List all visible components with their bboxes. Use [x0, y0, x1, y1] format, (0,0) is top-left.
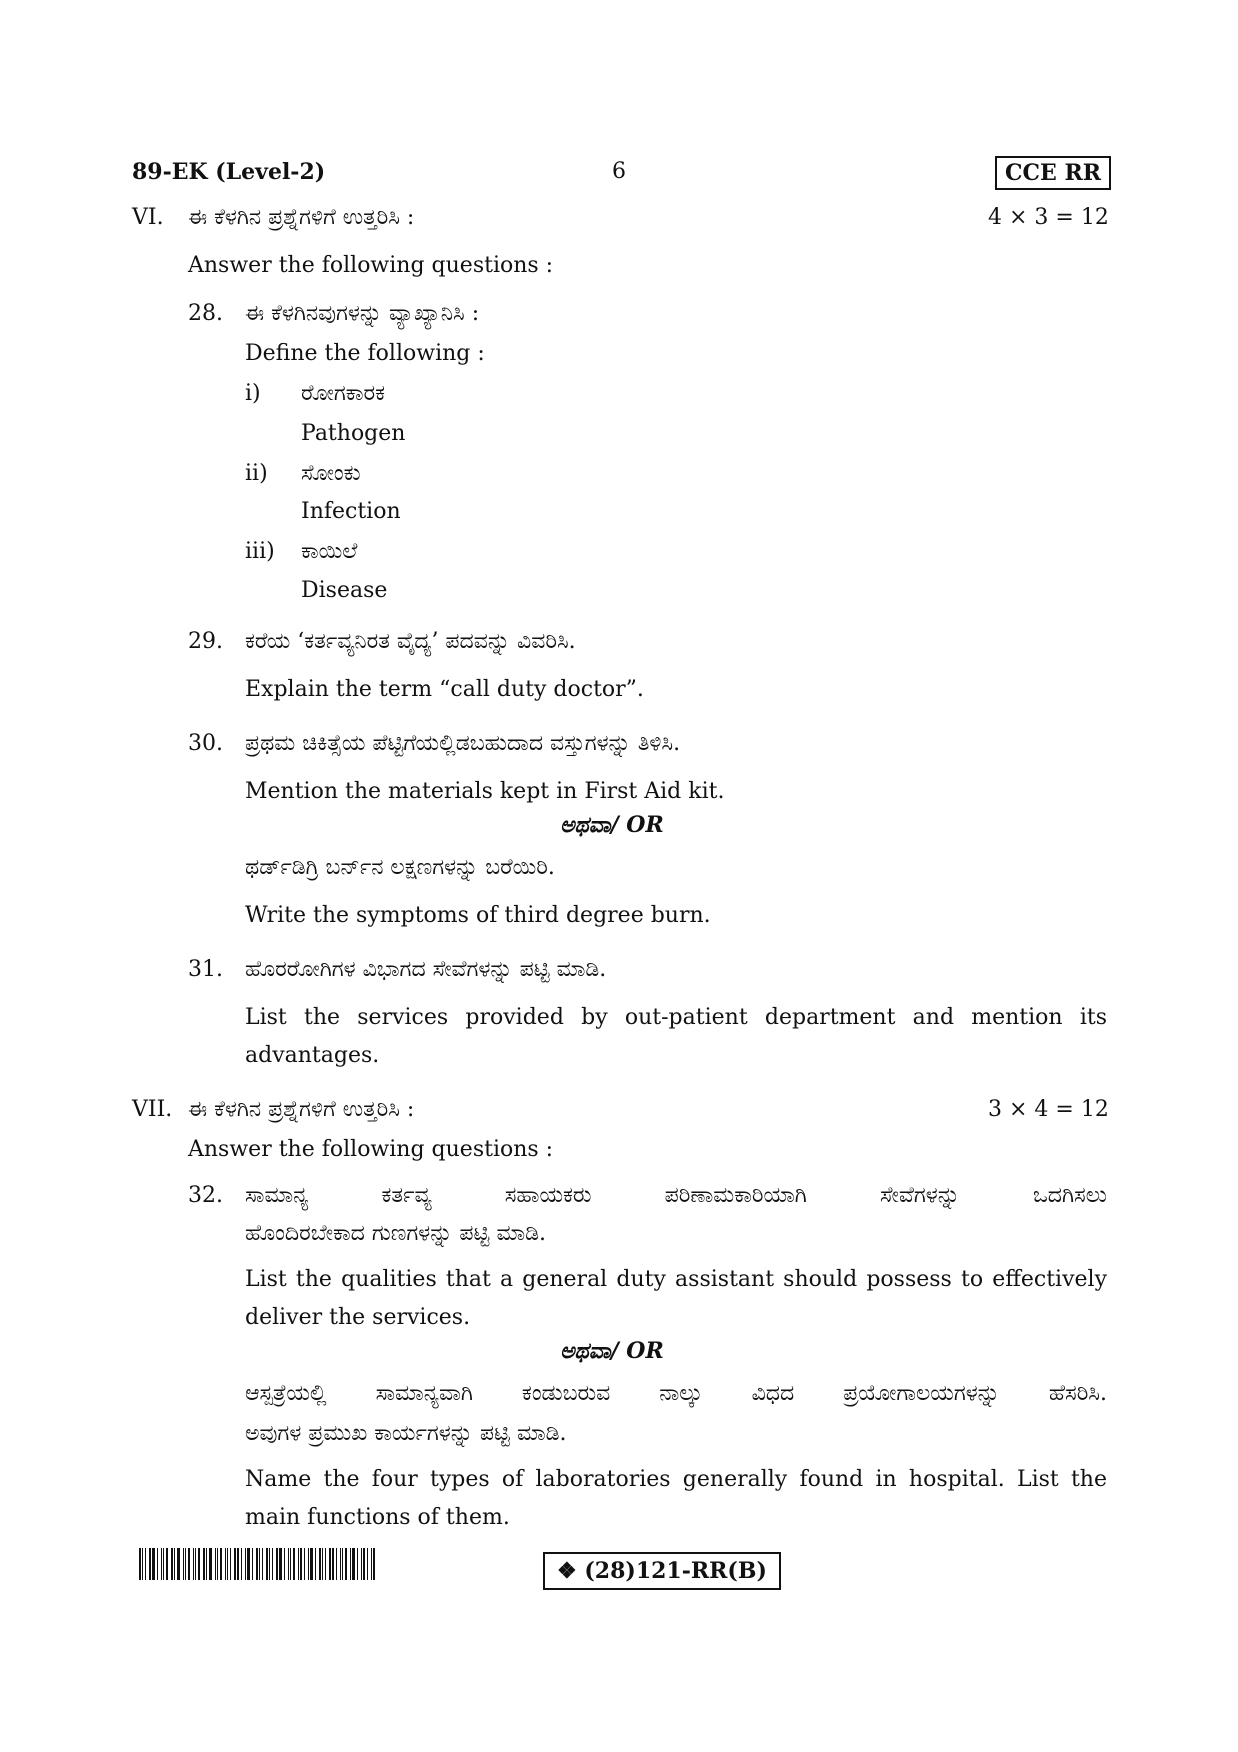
alt-question-en: Name the four types of laboratories generally found in hospital. List the: [245, 1467, 1107, 1492]
barcode-bar: [279, 1548, 282, 1580]
barcode-bar: [298, 1548, 299, 1580]
barcode-bar: [166, 1548, 168, 1580]
or-separator: ಅಥವಾ/ OR: [560, 812, 664, 838]
barcode-bar: [157, 1548, 158, 1580]
barcode-bar: [352, 1548, 355, 1580]
barcode-bar: [193, 1548, 194, 1580]
barcode-bar: [284, 1548, 285, 1580]
barcode-bar: [361, 1548, 362, 1580]
section-instruction: Answer the following questions :: [188, 253, 554, 278]
barcode-bar: [215, 1548, 216, 1580]
barcode-bar: [234, 1548, 236, 1580]
barcode-bar: [171, 1548, 173, 1580]
alt-question-kn: ಆಸ್ಪತ್ರೆಯಲ್ಲಿ ಸಾಮಾನ್ಯವಾಗಿ ಕಂಡುಬರುವ ನಾಲ್ಕು ವಿಧದ ಪ್ರಯೋಗಾಲಯಗಳನ್ನು ಹೆಸರಿಸಿ.: [245, 1381, 1107, 1406]
question-text-kn: ಸಾಮಾನ್ಯ ಕರ್ತವ್ಯ ಸಹಾಯಕರು ಪರಿಣಾಮಕಾರಿಯಾಗಿ ಸೇವೆಗಳನ್ನು ಒದಗಿಸಲು: [245, 1183, 1107, 1208]
barcode-bar: [183, 1548, 184, 1580]
barcode-bar: [209, 1548, 212, 1580]
barcode-bar: [139, 1548, 141, 1580]
section-title-kn: ಈ ಕೆಳಗಿನ ಪ್ರಶ್ನೆಗಳಿಗೆ ಉತ್ತರಿಸಿ :: [188, 1097, 415, 1122]
or-separator: ಅಥವಾ/ OR: [560, 1338, 664, 1364]
section-marks: 3 × 4 = 12: [988, 1097, 1109, 1122]
barcode-bar: [276, 1548, 278, 1580]
barcode-bar: [174, 1548, 175, 1580]
barcode-bar: [145, 1548, 146, 1580]
barcode-bar: [319, 1548, 321, 1580]
barcode-bar: [266, 1548, 268, 1580]
question-text-en: Define the following :: [245, 341, 485, 366]
barcode-bar: [245, 1548, 246, 1580]
barcode-bar: [325, 1548, 326, 1580]
section-title-kn: ಈ ಕೆಳಗಿನ ಪ್ರಶ್ನೆಗಳಿಗೆ ಉತ್ತರಿಸಿ :: [188, 205, 415, 230]
barcode-bar: [315, 1548, 316, 1580]
barcode-bar: [329, 1548, 331, 1580]
scheme-badge: CCE RR: [995, 156, 1111, 190]
alt-question-kn: ಥರ್ಡ್‌ಡಿಗ್ರಿ ಬರ್ನ್‌ನ ಲಕ್ಷಣಗಳನ್ನು ಬರೆಯಿರಿ.: [245, 855, 555, 880]
alt-question-kn-cont: ಅವುಗಳ ಪ್ರಮುಖ ಕಾರ್ಯಗಳನ್ನು ಪಟ್ಟಿ ಮಾಡಿ.: [245, 1421, 567, 1446]
paper-code: 89-EK (Level-2): [132, 159, 326, 185]
question-number: 28.: [188, 301, 223, 326]
barcode-bar: [269, 1548, 270, 1580]
question-text-kn: ಈ ಕೆಳಗಿನವುಗಳನ್ನು ವ್ಯಾಖ್ಯಾನಿಸಿ :: [245, 301, 480, 326]
barcode-bar: [332, 1548, 334, 1580]
question-text-en-cont: advantages.: [245, 1043, 380, 1068]
barcode-bar: [342, 1548, 343, 1580]
question-text-en: Explain the term “call duty doctor”.: [245, 677, 644, 702]
question-number: 32.: [188, 1183, 223, 1208]
question-text-kn: ಹೊರರೋಗಿಗಳ ವಿಭಾಗದ ಸೇವೆಗಳನ್ನು ಪಟ್ಟಿ ಮಾಡಿ.: [245, 957, 607, 982]
page-number: 6: [612, 159, 626, 184]
barcode-bar: [237, 1548, 239, 1580]
item-label: ii): [245, 461, 268, 486]
item-text-kn: ಸೋಂಕು: [301, 461, 361, 486]
barcode-bar: [310, 1548, 313, 1580]
barcode-bar: [262, 1548, 263, 1580]
section-marks: 4 × 3 = 12: [988, 205, 1109, 230]
barcode-bar: [256, 1548, 258, 1580]
item-text-kn: ಕಾಯಿಲೆ: [301, 539, 358, 564]
alt-question-en-cont: main functions of them.: [245, 1505, 510, 1530]
barcode-bar: [367, 1548, 368, 1580]
alt-question-en: Write the symptoms of third degree burn.: [245, 903, 711, 928]
section-roman: VI.: [132, 205, 164, 230]
barcode-bar: [152, 1548, 155, 1580]
barcode-bar: [241, 1548, 242, 1580]
barcode-bar: [247, 1548, 250, 1580]
section-instruction: Answer the following questions :: [188, 1137, 554, 1162]
barcode-bar: [259, 1548, 260, 1580]
barcode-bar: [225, 1548, 226, 1580]
barcode-bar: [227, 1548, 228, 1580]
question-text-en-cont: deliver the services.: [245, 1305, 471, 1330]
barcode-bar: [322, 1548, 323, 1580]
item-text-kn: ರೋಗಕಾರಕ: [301, 381, 385, 406]
barcode-bar: [363, 1548, 365, 1580]
question-text-kn-cont: ಹೊಂದಿರಬೇಕಾದ ಗುಣಗಳನ್ನು ಪಟ್ಟಿ ಮಾಡಿ.: [245, 1221, 546, 1246]
barcode-bar: [304, 1548, 305, 1580]
question-number: 30.: [188, 731, 223, 756]
barcode-bar: [371, 1548, 372, 1580]
barcode-bar: [195, 1548, 196, 1580]
item-label: iii): [245, 539, 275, 564]
barcode-bar: [340, 1548, 341, 1580]
barcode-image: [139, 1548, 377, 1580]
barcode-bar: [288, 1548, 289, 1580]
barcode-bar: [345, 1548, 347, 1580]
item-text-en: Disease: [301, 578, 388, 603]
section-roman: VII.: [132, 1097, 173, 1122]
barcode-bar: [300, 1548, 302, 1580]
barcode-bar: [142, 1548, 143, 1580]
barcode-bar: [161, 1548, 162, 1580]
question-text-kn: ಕರೆಯ ‘ಕರ್ತವ್ಯನಿರತ ವೈದ್ಯ’ ಪದವನ್ನು ವಿವರಿಸಿ.: [245, 629, 576, 654]
barcode-bar: [188, 1548, 190, 1580]
question-text-en: Mention the materials kept in First Aid kit.: [245, 779, 725, 804]
footer-code: ❖ (28)121-RR(B): [543, 1552, 781, 1590]
question-text-kn: ಪ್ರಥಮ ಚಿಕಿತ್ಸೆಯ ಪೆಟ್ಟಿಗೆಯಲ್ಲಿಡಬಹುದಾದ ವಸ್ತುಗಳನ್ನು ತಿಳಿಸಿ.: [245, 731, 681, 756]
barcode-bar: [336, 1548, 337, 1580]
question-number: 29.: [188, 629, 223, 654]
question-text-en: List the qualities that a general duty assistant should possess to effectively: [245, 1267, 1107, 1292]
barcode-bar: [163, 1548, 164, 1580]
barcode-bar: [252, 1548, 253, 1580]
item-text-en: Pathogen: [301, 421, 406, 446]
barcode-bar: [203, 1548, 205, 1580]
barcode-bar: [217, 1548, 218, 1580]
item-text-en: Infection: [301, 499, 401, 524]
barcode-bar: [350, 1548, 351, 1580]
barcode-bar: [206, 1548, 207, 1580]
item-label: i): [245, 381, 261, 406]
barcode-bar: [230, 1548, 231, 1580]
barcode-bar: [293, 1548, 295, 1580]
barcode-bar: [272, 1548, 273, 1580]
barcode-bar: [149, 1548, 151, 1580]
barcode-bar: [220, 1548, 222, 1580]
barcode-bar: [357, 1548, 358, 1580]
barcode-bar: [198, 1548, 200, 1580]
barcode-bar: [290, 1548, 291, 1580]
barcode-bar: [177, 1548, 180, 1580]
question-text-en: List the services provided by out-patient department and mention its: [245, 1005, 1107, 1030]
barcode-bar: [373, 1548, 375, 1580]
barcode-bar: [185, 1548, 186, 1580]
barcode-bar: [308, 1548, 309, 1580]
question-number: 31.: [188, 957, 223, 982]
